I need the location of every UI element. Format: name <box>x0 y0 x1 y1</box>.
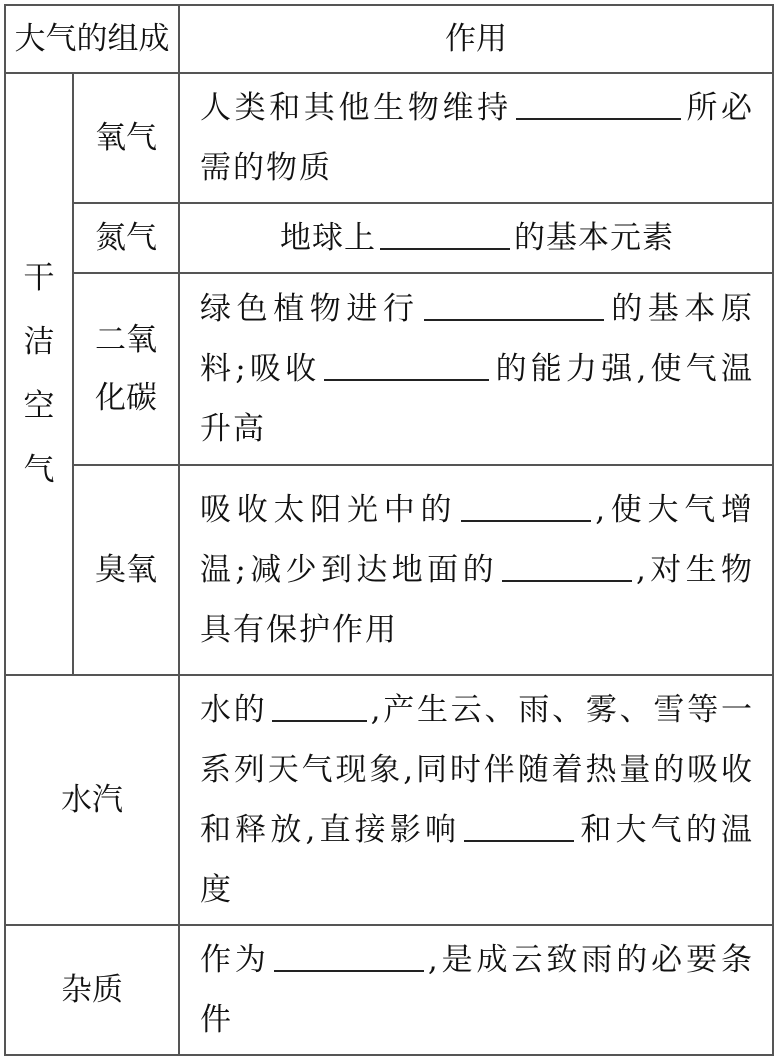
water-vapor-blank-1[interactable] <box>272 688 367 723</box>
nitrogen-function <box>179 203 773 273</box>
ozone-text-1: 吸收太阳光中的 <box>200 492 458 528</box>
ozone-text-2: ,使大气增温;减少到达地面的 <box>200 492 755 588</box>
water-vapor-function <box>179 675 773 925</box>
co2-blank-2[interactable] <box>324 347 489 382</box>
impurities-text-2: ,是成云致雨的必要条件 <box>200 942 754 1038</box>
oxygen-blank[interactable] <box>516 86 681 121</box>
co2-function <box>179 273 773 465</box>
atmosphere-composition-table <box>4 4 774 1056</box>
impurities-blank[interactable] <box>274 938 424 973</box>
nitrogen-blank[interactable] <box>380 216 510 251</box>
nitrogen-text-2: 的基本元素 <box>514 220 674 256</box>
oxygen-function <box>179 73 773 203</box>
co2-blank-1[interactable] <box>424 287 604 322</box>
ozone-name: 臭氧 <box>73 465 179 675</box>
table-row <box>5 73 773 203</box>
water-vapor-text-2: ,产生云、雨、雾、雪等一系列天气现象,同时伴随着热量的吸收和释放,直接影响 <box>200 692 754 848</box>
nitrogen-name: 氮气 <box>73 203 179 273</box>
water-vapor-text-1: 水的 <box>200 692 268 728</box>
table-row <box>5 465 773 675</box>
header-composition: 大气的组成 <box>5 5 179 73</box>
impurities-function <box>179 925 773 1055</box>
ozone-blank-2[interactable] <box>502 548 632 583</box>
header-function: 作用 <box>179 5 773 73</box>
co2-name: 二氧化碳 <box>95 321 157 416</box>
ozone-blank-1[interactable] <box>461 488 591 523</box>
oxygen-text-2: 所必需的物质 <box>200 90 755 186</box>
impurities-name: 杂质 <box>5 925 179 1055</box>
oxygen-name: 氧气 <box>73 73 179 203</box>
dry-air-cell <box>5 73 73 675</box>
table-row <box>5 203 773 273</box>
co2-cell <box>73 273 179 465</box>
water-vapor-name: 水汽 <box>5 675 179 925</box>
co2-text-1: 绿色植物进行 <box>200 291 420 327</box>
nitrogen-text-1: 地球上 <box>280 220 376 256</box>
dry-air-label: 干洁空气 <box>23 260 55 488</box>
table-row <box>5 675 773 925</box>
table-row <box>5 925 773 1055</box>
co2-text-2: 的基本原料;吸收 <box>200 291 755 387</box>
water-vapor-text-3: 和大气的温度 <box>200 812 754 908</box>
impurities-text-1: 作为 <box>200 942 270 978</box>
table-header-row <box>5 5 773 73</box>
co2-text-3: 的能力强,使气温升高 <box>200 351 754 447</box>
table-row <box>5 273 773 465</box>
oxygen-text-1: 人类和其他生物维持 <box>200 90 512 126</box>
ozone-text-3: ,对生物具有保护作用 <box>200 552 754 648</box>
ozone-function <box>179 465 773 675</box>
water-vapor-blank-2[interactable] <box>464 808 574 843</box>
